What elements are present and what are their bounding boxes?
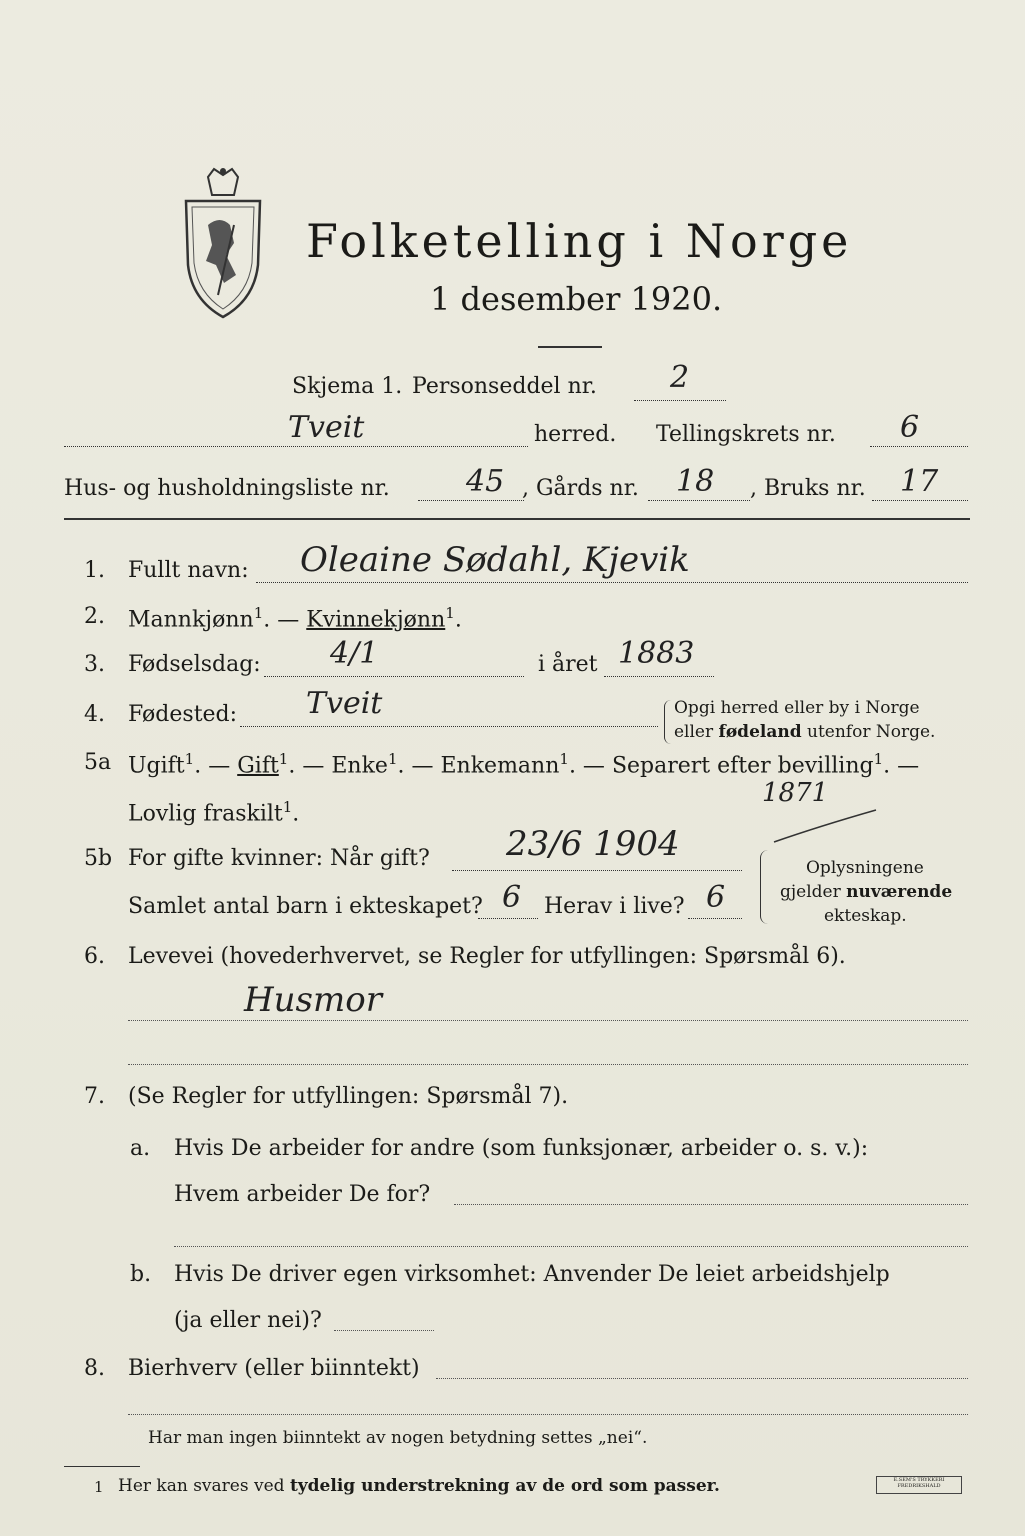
alive-label: Herav i live? xyxy=(544,894,685,919)
husliste-label: Hus- og husholdningsliste nr. xyxy=(64,476,390,501)
q1-number: 1. xyxy=(84,558,105,583)
year-line xyxy=(604,676,714,677)
q7-number: 7. xyxy=(84,1084,105,1109)
occupation-line-2 xyxy=(128,1064,968,1065)
brace xyxy=(760,850,769,924)
side-income-line[interactable] xyxy=(436,1378,968,1379)
marriage-note-1: Oplysningene xyxy=(806,858,924,878)
tellingskrets-label: Tellingskrets nr. xyxy=(656,422,836,447)
herred-label: herred. xyxy=(534,422,617,447)
q7b-text: Hvis De driver egen virksomhet: Anvender De leiet arbeidshjelp xyxy=(174,1262,890,1287)
year-label: i året xyxy=(538,652,598,677)
q8-number: 8. xyxy=(84,1356,105,1381)
birthplace-note-1: Opgi herred eller by i Norge xyxy=(674,698,920,718)
side-income-line-2 xyxy=(128,1414,968,1415)
bruks-line xyxy=(872,500,968,501)
herred-value[interactable]: Tveit xyxy=(288,410,365,445)
kvinnekjonn-option[interactable]: Kvinnekjønn xyxy=(306,607,446,633)
q3-number: 3. xyxy=(84,652,105,677)
gift-option[interactable]: Gift xyxy=(237,753,279,779)
footnote-marker: 1 xyxy=(253,604,264,622)
separator: . — xyxy=(263,607,300,633)
hired-help-line[interactable] xyxy=(334,1330,434,1331)
birth-year-value[interactable]: 1883 xyxy=(618,636,695,671)
gards-line xyxy=(648,500,750,501)
mannkjonn-option[interactable]: Mannkjønn xyxy=(128,607,254,633)
gards-value[interactable]: 18 xyxy=(676,464,715,499)
alive-value[interactable]: 6 xyxy=(706,880,726,915)
form-title: Folketelling i Norge xyxy=(306,214,853,268)
gards-label: , Gårds nr. xyxy=(522,476,639,501)
ugift-option[interactable]: Ugift xyxy=(128,753,185,779)
q5b-number: 5b xyxy=(84,846,113,871)
q1-label: Fullt navn: xyxy=(128,558,249,583)
footnote-divider xyxy=(64,1466,140,1467)
marriage-date-label: For gifte kvinner: Når gift? xyxy=(128,846,430,871)
marriage-note-3: ekteskap. xyxy=(824,906,907,926)
q1-line xyxy=(256,582,968,583)
norway-coat-of-arms-emblem xyxy=(178,165,268,325)
footnote-marker: 1 xyxy=(445,604,455,622)
annotation-stroke xyxy=(770,806,880,846)
husliste-line xyxy=(418,500,524,501)
tellingskrets-line xyxy=(870,446,968,447)
full-name-value[interactable]: Oleaine Sødahl, Kjevik xyxy=(300,540,690,580)
bruks-value[interactable]: 17 xyxy=(900,464,939,499)
q7b-number: b. xyxy=(130,1262,152,1287)
q3-label: Fødselsdag: xyxy=(128,652,261,677)
q2-options xyxy=(128,604,462,632)
printer-stamp: E.SEM'S TRYKKERI FREDRIKSHALD xyxy=(876,1476,962,1494)
occupation-value[interactable]: Husmor xyxy=(244,980,382,1020)
birthday-line xyxy=(264,676,524,677)
husliste-value[interactable]: 45 xyxy=(466,464,505,499)
period: . xyxy=(454,607,462,633)
census-date: 1 desember 1920. xyxy=(430,280,723,318)
birthplace-note-2: eller fødeland utenfor Norge. xyxy=(674,722,936,742)
birthday-value[interactable]: 4/1 xyxy=(330,636,379,671)
q6-number: 6. xyxy=(84,944,105,969)
hired-help-label: (ja eller nei)? xyxy=(174,1308,322,1333)
q4-number: 4. xyxy=(84,702,105,727)
personseddel-line xyxy=(634,400,726,401)
q7-label: (Se Regler for utfyllingen: Spørsmål 7). xyxy=(128,1084,569,1109)
birthplace-line xyxy=(240,726,658,727)
personseddel-label: Personseddel nr. xyxy=(412,374,597,399)
children-line xyxy=(478,918,538,919)
occupation-line-1 xyxy=(128,1020,968,1021)
children-value[interactable]: 6 xyxy=(502,880,522,915)
tellingskrets-value[interactable]: 6 xyxy=(900,410,920,445)
title-divider xyxy=(538,346,602,348)
employer-line-2 xyxy=(174,1246,968,1247)
children-label: Samlet antal barn i ekteskapet? xyxy=(128,894,483,919)
q5a-number: 5a xyxy=(84,750,112,775)
q7a-number: a. xyxy=(130,1136,151,1161)
marriage-date-value[interactable]: 23/6 1904 xyxy=(506,824,680,864)
q7a-text: Hvis De arbeider for andre (som funksjonær, arbeider o. s. v.): xyxy=(174,1136,869,1161)
marriage-date-line xyxy=(452,870,742,871)
enke-option[interactable]: Enke xyxy=(331,753,388,779)
herred-line xyxy=(64,446,528,447)
separert-option[interactable]: Separert efter bevilling xyxy=(611,753,874,779)
q2-number: 2. xyxy=(84,604,105,629)
marriage-note-2: gjelder nuværende xyxy=(780,882,953,902)
footnote-number: 1 xyxy=(94,1478,104,1496)
header-divider xyxy=(64,518,970,520)
lovlig-fraskilt-option[interactable]: Lovlig fraskilt$^1$. xyxy=(128,798,300,827)
alive-line xyxy=(688,918,742,919)
brace xyxy=(664,700,671,744)
employer-label: Hvem arbeider De for? xyxy=(174,1182,431,1207)
skjema-label: Skjema 1. xyxy=(292,374,403,399)
employer-line[interactable] xyxy=(454,1204,968,1205)
bruks-label: , Bruks nr. xyxy=(750,476,866,501)
footer-note: Har man ingen biinntekt av nogen betydning settes „nei“. xyxy=(148,1428,648,1448)
q8-label: Bierhverv (eller biinntekt) xyxy=(128,1356,420,1381)
birthplace-value[interactable]: Tveit xyxy=(306,686,383,721)
marital-status-options: Ugift$^1$. — Gift$^1$. — Enke$^1$. — Enkemann$^1$. — Separert efter bevilling$^1$. — xyxy=(128,750,920,779)
personseddel-value[interactable]: 2 xyxy=(670,360,690,395)
q6-label: Levevei (hovederhvervet, se Regler for utfyllingen: Spørsmål 6). xyxy=(128,944,846,969)
footnote-text: Her kan svares ved tydelig understrekning av de ord som passer. xyxy=(118,1476,720,1496)
q4-label: Fødested: xyxy=(128,702,238,727)
enkemann-option[interactable]: Enkemann xyxy=(440,753,560,779)
handwritten-annotation: 1871 xyxy=(762,778,829,808)
